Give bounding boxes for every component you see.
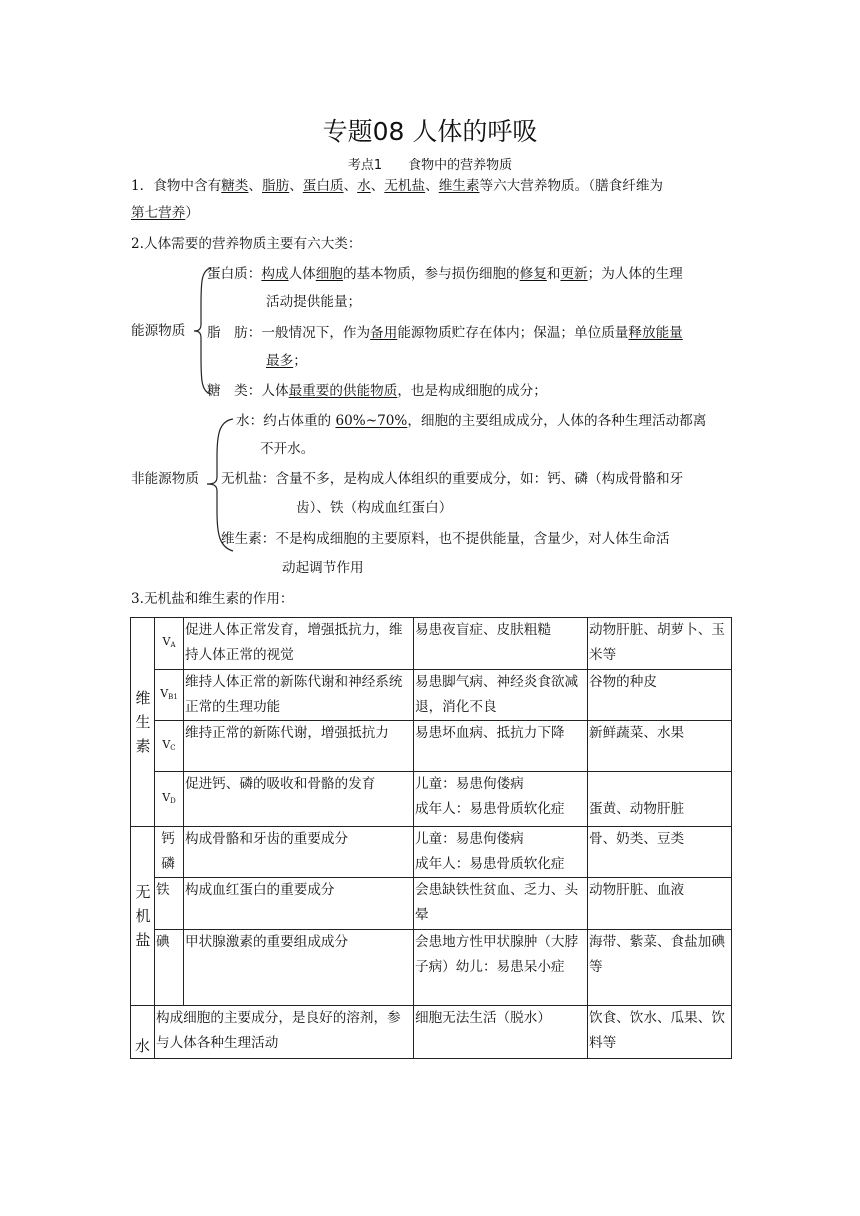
- source-cell: 饮食、饮水、瓜果、饮料等: [588, 1006, 732, 1059]
- table-row: [131, 930, 732, 1006]
- water-group-cell: 水: [131, 1006, 155, 1059]
- p1-term-fat: 脂肪: [262, 178, 290, 194]
- function-cell: 促进钙、磷的吸收和骨骼的发育: [184, 772, 414, 827]
- fat-b: 能源物质贮存在体内；保温；单位质量: [397, 325, 629, 341]
- function-cell: 维持正常的新陈代谢，增强抵抗力: [184, 721, 414, 772]
- function-cell: 构成细胞的主要成分，是良好的溶剂，参与人体各种生理活动: [155, 1006, 414, 1059]
- water-line-2: 不开水。: [260, 441, 315, 457]
- protein-line-2: 活动提供能量；: [266, 294, 362, 310]
- paragraph-1-line-1: [131, 176, 663, 196]
- salt-line-1: 无机盐：含量不多，是构成人体组织的重要成分，如：钙、磷（构成骨骼和牙: [221, 471, 684, 487]
- water-b: ，细胞的主要组成成分，人体的各种生理活动都离: [407, 413, 707, 429]
- p1-sep: 、: [425, 178, 439, 194]
- table-row: [131, 670, 732, 721]
- vitamin-sub: C: [170, 743, 176, 752]
- protein-line-1: [207, 264, 683, 284]
- vitamin-name: V: [162, 635, 171, 648]
- p1-lead: 1．食物中含有: [131, 178, 222, 194]
- subtitle-name: 食物中的营养物质: [408, 158, 513, 173]
- vitamin-name: V: [162, 790, 171, 804]
- protein-u3: 修复: [519, 266, 547, 282]
- vitamin-sub: B1: [168, 692, 178, 701]
- mineral-name-cell: 铁: [155, 878, 184, 930]
- function-cell: 促进人体正常发育，增强抵抗力，维持人体正常的视觉: [184, 618, 414, 670]
- section-subtitle: [0, 154, 860, 173]
- deficiency-line: 成年人：易患骨质软化症: [415, 856, 565, 872]
- source-cell: 骨、奶类、豆类: [588, 827, 732, 878]
- p1-term-water: 水: [357, 178, 371, 194]
- vitamin-name: V: [162, 737, 171, 751]
- p1-term-vitamin: 维生素: [438, 178, 480, 194]
- deficiency-line: 儿童：易患佝偻病: [415, 776, 524, 792]
- deficiency-cell: 会患缺铁性贫血、乏力、头晕: [414, 878, 588, 930]
- deficiency-cell: [414, 772, 588, 827]
- deficiency-line: 成年人：易患骨质软化症: [415, 801, 565, 817]
- vitamin-line-1: 维生素：不是构成细胞的主要原料，也不提供能量，含量少，对人体生命活: [221, 531, 670, 547]
- energy-substances-label: 能源物质: [131, 323, 186, 339]
- function-cell: 甲状腺激素的重要组成成分: [184, 930, 414, 1006]
- page-title: 专题08 人体的呼吸: [322, 117, 538, 146]
- source-cell: 动物肝脏、胡萝卜、玉米等: [588, 618, 732, 670]
- protein-d: 和: [546, 266, 561, 282]
- source-cell: 海带、紫菜、食盐加碘等: [588, 930, 732, 1006]
- table-row: [131, 878, 732, 930]
- mineral-group-label: 无机盐: [135, 883, 151, 949]
- vitamin-name: V: [160, 686, 169, 700]
- fat-l2-u: 最多: [266, 353, 294, 369]
- function-cell: 构成血红蛋白的重要成分: [184, 878, 414, 930]
- p1-sep: 、: [289, 178, 303, 194]
- source-cell: [588, 772, 732, 827]
- fat-a: 脂 肪：一般情况下，作为: [207, 325, 371, 341]
- p1-term-sugar: 糖类: [221, 178, 249, 194]
- mineral-name-cell: [155, 827, 184, 878]
- salt-line-2: 齿）、铁（构成血红蛋白）: [296, 500, 453, 516]
- vitamin-group-label: 维生素: [135, 689, 151, 755]
- protein-b: 人体: [288, 266, 316, 282]
- deficiency-cell: 易患夜盲症、皮肤粗糙: [414, 618, 588, 670]
- vitamin-name-cell: [155, 772, 184, 827]
- p1-close: ）: [185, 205, 199, 221]
- deficiency-cell: 细胞无法生活（脱水）: [414, 1006, 588, 1059]
- vitamin-name-cell: [155, 721, 184, 772]
- vitamin-sub: D: [170, 796, 176, 805]
- paragraph-3: 3.无机盐和维生素的作用：: [131, 591, 294, 607]
- source-line: 蛋黄、动物肝脏: [589, 801, 685, 817]
- deficiency-cell: [414, 827, 588, 878]
- sugar-b: ，也是构成细胞的成分；: [397, 383, 547, 399]
- source-line: [589, 772, 731, 797]
- fat-u1: 备用: [370, 325, 398, 341]
- p1-sep: 、: [343, 178, 358, 194]
- fat-u2: 释放能量: [628, 325, 683, 341]
- fat-line-1: [207, 323, 683, 343]
- protein-a: 蛋白质：: [207, 266, 262, 282]
- water-a: 水：约占体重的: [236, 413, 336, 429]
- table-row: [131, 1006, 732, 1059]
- p1-tail: 等六大营养物质。（膳食纤维为: [479, 178, 664, 194]
- mineral-name: 钙磷: [161, 831, 175, 872]
- deficiency-cell: 易患坏血病、抵抗力下降: [414, 721, 588, 772]
- vitamin-name-cell: [155, 618, 184, 670]
- deficiency-line: 儿童：易患佝偻病: [415, 831, 524, 847]
- sugar-u1: 最重要的供能物质: [288, 383, 398, 399]
- source-cell: 动物肝脏、血液: [588, 878, 732, 930]
- fat-l2-tail: ；: [293, 353, 307, 369]
- source-cell: 新鲜蔬菜、水果: [588, 721, 732, 772]
- non-energy-substances-label: 非能源物质: [131, 471, 199, 487]
- mineral-group-cell: [131, 827, 155, 1006]
- table-row: [131, 772, 732, 827]
- function-cell: 构成骨骼和牙齿的重要成分: [184, 827, 414, 878]
- protein-u4: 更新: [560, 266, 588, 282]
- mineral-name-cell: 碘: [155, 930, 184, 1006]
- nutrients-table: [130, 617, 732, 1059]
- water-u1: 60%~70%: [335, 413, 408, 429]
- p1-term-salt: 无机盐: [384, 178, 426, 194]
- protein-c: 的基本物质，参与损伤细胞的: [342, 266, 520, 282]
- table-row: [131, 721, 732, 772]
- protein-u1: 构成: [261, 266, 289, 282]
- deficiency-cell: 会患地方性甲状腺肿（大脖子病）幼儿：易患呆小症: [414, 930, 588, 1006]
- fat-line-2: [266, 351, 307, 371]
- p1-sep: 、: [248, 178, 262, 194]
- table-row: [131, 827, 732, 878]
- subtitle-prefix: 考点1: [347, 158, 383, 173]
- paragraph-1-line-2: [131, 203, 199, 223]
- vitamin-group-cell: [131, 618, 155, 827]
- p1-seventh-nutrient: 第七营养: [131, 205, 186, 221]
- p1-sep: 、: [370, 178, 385, 194]
- protein-u2: 细胞: [315, 266, 343, 282]
- sugar-line: [207, 381, 547, 401]
- p1-term-protein: 蛋白质: [302, 178, 344, 194]
- sugar-a: 糖 类：人体: [207, 383, 289, 399]
- protein-e: ；为人体的生理: [587, 266, 683, 282]
- vitamin-sub: A: [170, 641, 176, 649]
- source-cell: 谷物的种皮: [588, 670, 732, 721]
- table-row: [131, 618, 732, 670]
- function-cell: 维持人体正常的新陈代谢和神经系统正常的生理功能: [184, 670, 414, 721]
- deficiency-cell: 易患脚气病、神经炎食欲减退，消化不良: [414, 670, 588, 721]
- water-line-1: [236, 411, 706, 431]
- vitamin-line-2: 动起调节作用: [282, 560, 364, 576]
- paragraph-2: 2.人体需要的营养物质主要有六大类：: [131, 236, 362, 252]
- vitamin-name-cell: [155, 670, 184, 721]
